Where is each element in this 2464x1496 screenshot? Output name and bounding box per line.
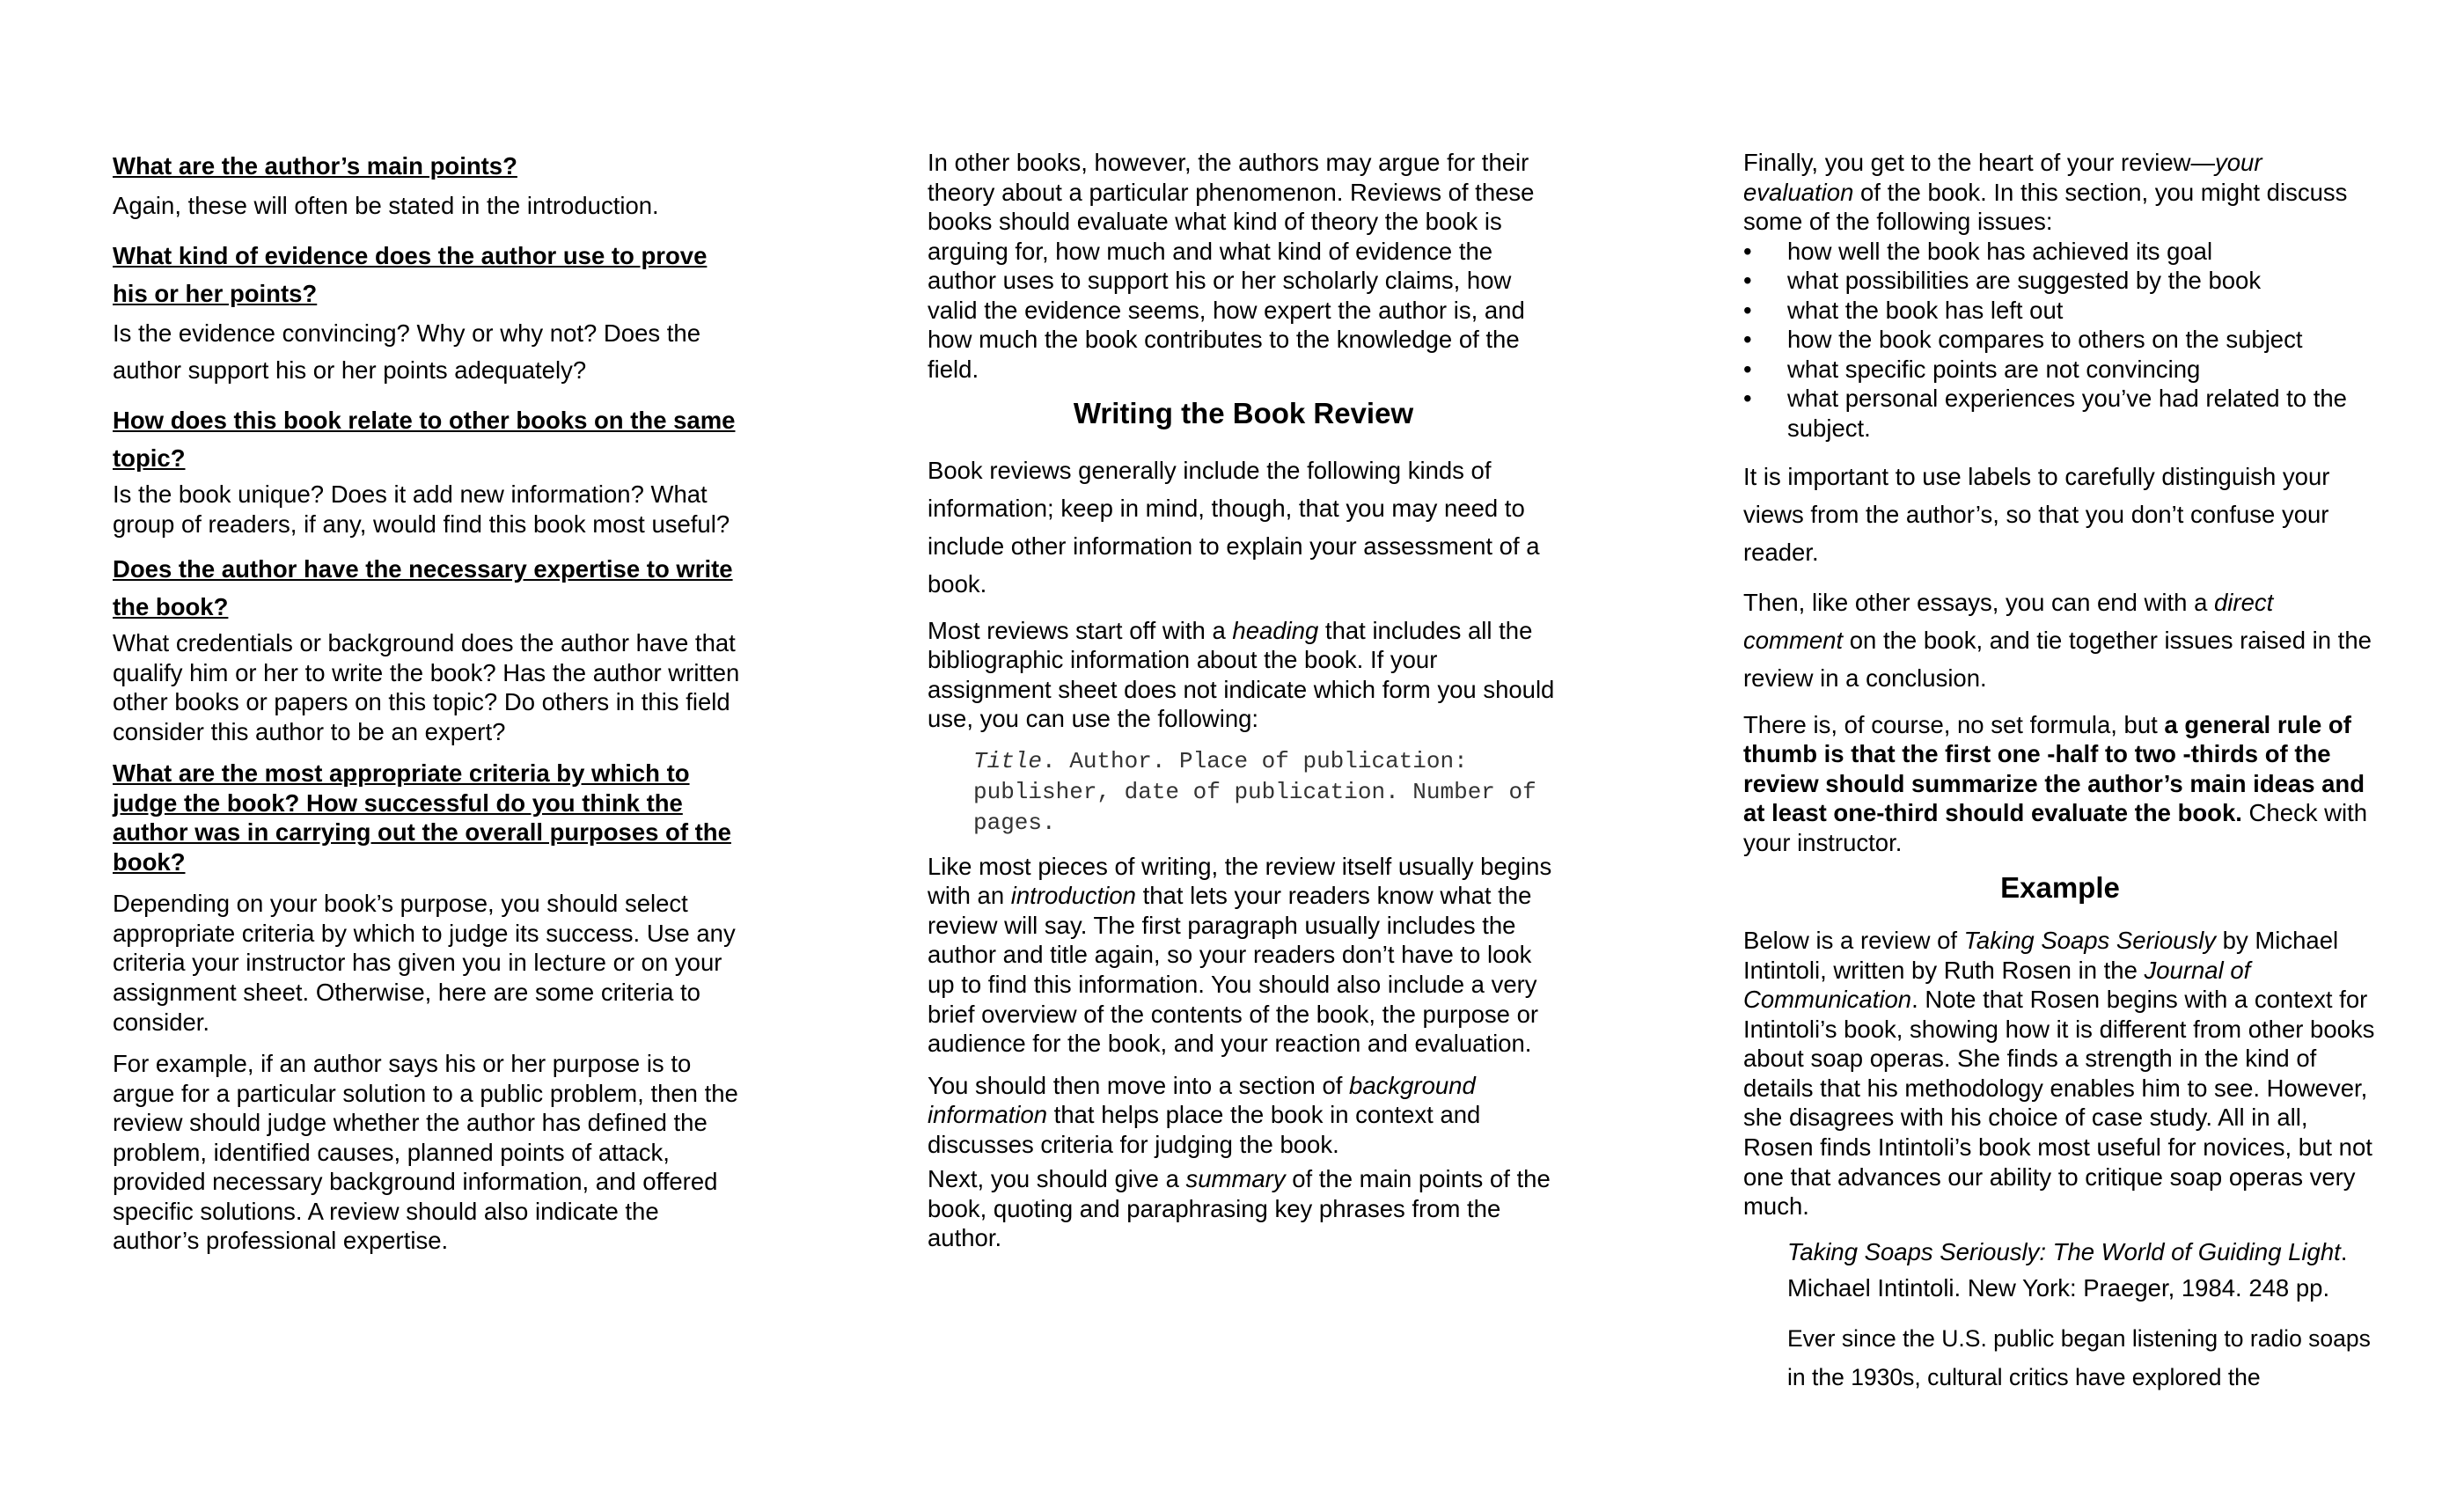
list-item: • what personal experiences you’ve had related to the subject. — [1743, 385, 2347, 442]
section-heading-example: Example — [2000, 870, 2120, 904]
evaluation-paragraph: Finally, you get to the heart of your review—your evaluation of the book. In this section, you might discuss some of the following issues: — [1743, 149, 2348, 236]
section-heading-writing: Writing the Book Review — [1073, 397, 1414, 430]
bullet-icon: • — [1743, 326, 1752, 354]
answer-main-points: Again, these will often be stated in the introduction. — [113, 191, 659, 219]
left-column — [113, 148, 743, 1268]
introduction-paragraph: Like most pieces of writing, the review itself usually begins with an introduction that lets your readers know what the review will say. The first paragraph usually includes the author and title again, so your readers don’t have to look up to find this information. You should also include a very brief overview of the contents of the book, the purpose or audience for the book, and your reaction and evaluation. — [928, 852, 1552, 1058]
question-expertise: Does the author have the necessary expertise to write the book? — [113, 555, 733, 621]
example-paragraph: For example, if an author says his or her purpose is to argue for a particular solution to a public problem, then the review should judge whether the author has defined the problem, identified causes, planned points of attack, provided necessary background information, and offered specific solutions. A review should also indicate the author’s professional expertise. — [113, 1050, 738, 1255]
answer-expertise: What credentials or background does the author have that qualify him or her to write the book? Has the author written other books or papers on this topic? Do others in this field consider this author to be an expert? — [113, 629, 740, 745]
bullet-icon: • — [1743, 385, 1752, 413]
list-item: • how well the book has achieved its goal — [1743, 237, 2213, 265]
theory-paragraph: In other books, however, the authors may argue for their theory about a particular phenomenon. Reviews of these books should evaluate what kind of theory the book is arguing for, how much and what kind of evidence the author uses to support his or her scholarly claims, how valid the evidence seems, how expert the author is, and how much the book contributes to the knowledge of the field. — [928, 149, 1535, 383]
answer-criteria: Depending on your book’s purpose, you should select appropriate criteria by which to judge its success. Use any criteria your instructor has given you in lecture or on your assignment sheet. Otherwise, here are some criteria to consider. — [113, 890, 736, 1036]
intro-paragraph: Book reviews generally include the following kinds of information; keep in mind, though, that you may need to include other information to explain your assessment of a book. — [928, 456, 1540, 598]
middle-column — [928, 148, 1559, 1265]
question-criteria: What are the most appropriate criteria by which to judge the book? How successful do you think the author was in carrying out the overall purposes of the book? — [113, 759, 731, 876]
right-column — [1743, 148, 2377, 1397]
list-item: • what possibilities are suggested by the book — [1743, 267, 2262, 295]
answer-evidence: Is the evidence convincing? Why or why not? Does the author support his or her points adequately? — [113, 319, 701, 385]
answer-related-books: Is the book unique? Does it add new information? What group of readers, if any, would find this book most useful? — [113, 480, 730, 538]
list-item: • what the book has left out — [1743, 296, 2064, 324]
question-evidence: What kind of evidence does the author use to prove his or her points? — [113, 241, 708, 307]
conclusion-paragraph: Then, like other essays, you can end with a direct comment on the book, and tie together issues raised in the review in a conclusion. — [1743, 589, 2372, 692]
list-item: • how the book compares to others on the subject — [1743, 326, 2303, 354]
question-related-books: How does this book relate to other books on the same topic? — [113, 407, 736, 473]
heading-paragraph: Most reviews start off with a heading that includes all the bibliographic information about the book. If your assignment sheet does not indicate which form you should use, you can use the following: — [928, 616, 1555, 733]
summary-paragraph: Next, you should give a summary of the main points of the book, quoting and paraphrasing key phrases from the author. — [928, 1165, 1551, 1252]
bullet-icon: • — [1743, 237, 1752, 265]
bullet-icon: • — [1743, 267, 1752, 295]
evaluation-issues-list — [1743, 237, 2377, 444]
bullet-icon: • — [1743, 296, 1752, 324]
question-main-points: What are the author’s main points? — [113, 152, 517, 180]
example-intro-paragraph: Below is a review of Taking Soaps Seriously by Michael Intintoli, written by Ruth Rosen in the Journal of Communication. Note that Rosen begins with a context for Intintoli’s book, showing how it is different from other books about soap operas. She finds a strength in the kind of details that his methodology enables him to see. However, she disagrees with his choice of case study. All in all, Rosen finds Intintoli’s book most useful for novices, but not one that advances our ability to critique soap operas very much. — [1743, 927, 2375, 1221]
rule-of-thumb-paragraph: There is, of course, no set formula, but a general rule of thumb is that the first one -half to two -thirds of the review should summarize the author’s main ideas and at least one-third should evaluate the book. Check with your instructor. — [1743, 710, 2368, 856]
review-citation: Taking Soaps Seriously: The World of Guiding Light. Michael Intintoli. New York: Praeger, 1984. 248 pp. — [1787, 1237, 2348, 1302]
review-excerpt: Ever since the U.S. public began listening to radio soaps in the 1930s, cultural critics have explored the — [1787, 1325, 2371, 1391]
list-item: • what specific points are not convincing — [1743, 355, 2201, 383]
background-paragraph: You should then move into a section of background information that helps place the book in context and discusses criteria for judging the book. — [928, 1071, 1481, 1158]
bullet-icon: • — [1743, 355, 1752, 383]
citation-format: Title. Author. Place of publication: publisher, date of publication. Number of pages. — [973, 747, 1536, 837]
labels-paragraph: It is important to use labels to carefully distinguish your views from the author’s, so that you don’t confuse your reader. — [1743, 463, 2330, 567]
